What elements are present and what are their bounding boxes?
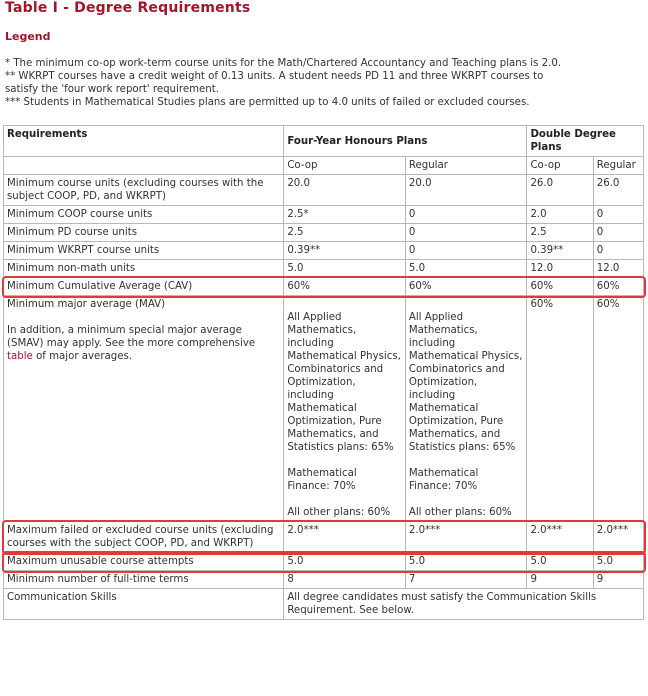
cell: 0 [405, 206, 527, 224]
cell: 5.0 [405, 553, 527, 571]
cell: 8 [284, 571, 406, 589]
table-row-failed [4, 522, 644, 553]
row-label: Minimum number of full-time terms [4, 571, 284, 589]
row-label: Minimum non-math units [4, 260, 284, 278]
row-label: Maximum failed or excluded course units (excluding courses with the subject COOP, PD, and WKRPT) [4, 522, 284, 553]
cell: 9 [593, 571, 643, 589]
cell [284, 296, 406, 522]
cell: 0 [405, 224, 527, 242]
mav-note: In addition, a minimum special major average (SMAV) may apply. See the more comprehensive [7, 325, 256, 349]
cell: 9 [527, 571, 593, 589]
row-label: Minimum COOP course units [4, 206, 284, 224]
subheader-dd-regular: Regular [593, 157, 643, 175]
cell [405, 296, 527, 522]
cell: 2.5 [527, 224, 593, 242]
header-double-degree: Double Degree Plans [527, 126, 644, 157]
legend-note: *** Students in Mathematical Studies plans are permitted up to 4.0 units of failed or excluded courses. [5, 97, 530, 108]
legend-note: ** WKRPT courses have a credit weight of 0.13 units. A student needs PD 11 and three WKRPT courses to [5, 71, 544, 82]
header-row [4, 126, 644, 157]
row-label: Minimum Cumulative Average (CAV) [4, 278, 284, 296]
cell: 2.0*** [593, 522, 643, 553]
mav-coop-p1: All Applied Mathematics, including Mathematical Physics, Combinatorics and Optimization, including Mathematical Optimization, Pure Mathematics, and Statistics plans: 65% [287, 312, 401, 453]
cell: 2.0 [527, 206, 593, 224]
cell: 2.5* [284, 206, 406, 224]
table-row [4, 571, 644, 589]
cell: 5.0 [405, 260, 527, 278]
legend-note: * The minimum co-op work-term course units for the Math/Chartered Accountancy and Teaching plans is 2.0. [5, 58, 562, 69]
mav-regular-p3: All other plans: 60% [408, 507, 512, 518]
major-averages-link[interactable]: table [7, 351, 33, 362]
cell: 0.39** [284, 242, 406, 260]
mav-note-end: of major averages. [36, 351, 133, 362]
row-label [4, 296, 284, 522]
mav-regular-p2: Mathematical Finance: 70% [408, 468, 479, 492]
table-row-cav [4, 278, 644, 296]
degree-requirements-table [3, 125, 644, 620]
table-row [4, 242, 644, 260]
row-label: Communication Skills [4, 589, 284, 620]
legend-heading: Legend [5, 30, 51, 43]
table-row-unusable [4, 553, 644, 571]
cell: 2.0*** [284, 522, 406, 553]
cell: 60% [593, 278, 643, 296]
cell: 0 [593, 242, 643, 260]
cell: 2.0*** [405, 522, 527, 553]
legend-notes [5, 57, 645, 109]
cell: 2.5 [284, 224, 406, 242]
cell: 0 [405, 242, 527, 260]
cell: 12.0 [593, 260, 643, 278]
header-requirements: Requirements [4, 126, 284, 157]
cell: 5.0 [527, 553, 593, 571]
cell: 60% [284, 278, 406, 296]
table-row [4, 260, 644, 278]
cell: 2.0*** [527, 522, 593, 553]
row-label: Minimum PD course units [4, 224, 284, 242]
cell: 5.0 [284, 260, 406, 278]
cell: All degree candidates must satisfy the Communication Skills Requirement. See below. [284, 589, 644, 620]
subheader-row [4, 157, 644, 175]
mav-regular-p1: All Applied Mathematics, including Mathematical Physics, Combinatorics and Optimization, including Mathematical Optimization, Pure Mathematics, and Statistics plans: 65% [408, 312, 523, 453]
cell: 60% [527, 278, 593, 296]
cell: 7 [405, 571, 527, 589]
row-label: Minimum WKRPT course units [4, 242, 284, 260]
page-title: Table I - Degree Requirements [5, 0, 251, 16]
subheader-coop: Co-op [284, 157, 406, 175]
cell: 5.0 [593, 553, 643, 571]
legend-note: satisfy the 'four work report' requirement. [5, 84, 219, 95]
cell: 26.0 [593, 175, 643, 206]
cell: 0.39** [527, 242, 593, 260]
mav-coop-p3: All other plans: 60% [287, 507, 391, 518]
row-label: Maximum unusable course attempts [4, 553, 284, 571]
header-four-year: Four-Year Honours Plans [284, 126, 527, 157]
cell: 60% [593, 296, 643, 522]
mav-coop-p2: Mathematical Finance: 70% [287, 468, 357, 492]
table-row [4, 589, 644, 620]
row-label: Minimum course units (excluding courses with the subject COOP, PD, and WKRPT) [4, 175, 284, 206]
cell: 5.0 [284, 553, 406, 571]
subheader-blank [4, 157, 284, 175]
cell: 20.0 [405, 175, 527, 206]
table-row [4, 175, 644, 206]
table-row [4, 224, 644, 242]
cell: 0 [593, 206, 643, 224]
cell: 60% [527, 296, 593, 522]
cell: 12.0 [527, 260, 593, 278]
subheader-regular: Regular [405, 157, 527, 175]
cell: 26.0 [527, 175, 593, 206]
cell: 0 [593, 224, 643, 242]
table-row [4, 206, 644, 224]
cell: 20.0 [284, 175, 406, 206]
cell: 60% [405, 278, 527, 296]
subheader-dd-coop: Co-op [527, 157, 593, 175]
mav-label: Minimum major average (MAV) [7, 299, 166, 310]
table-row-mav [4, 296, 644, 522]
